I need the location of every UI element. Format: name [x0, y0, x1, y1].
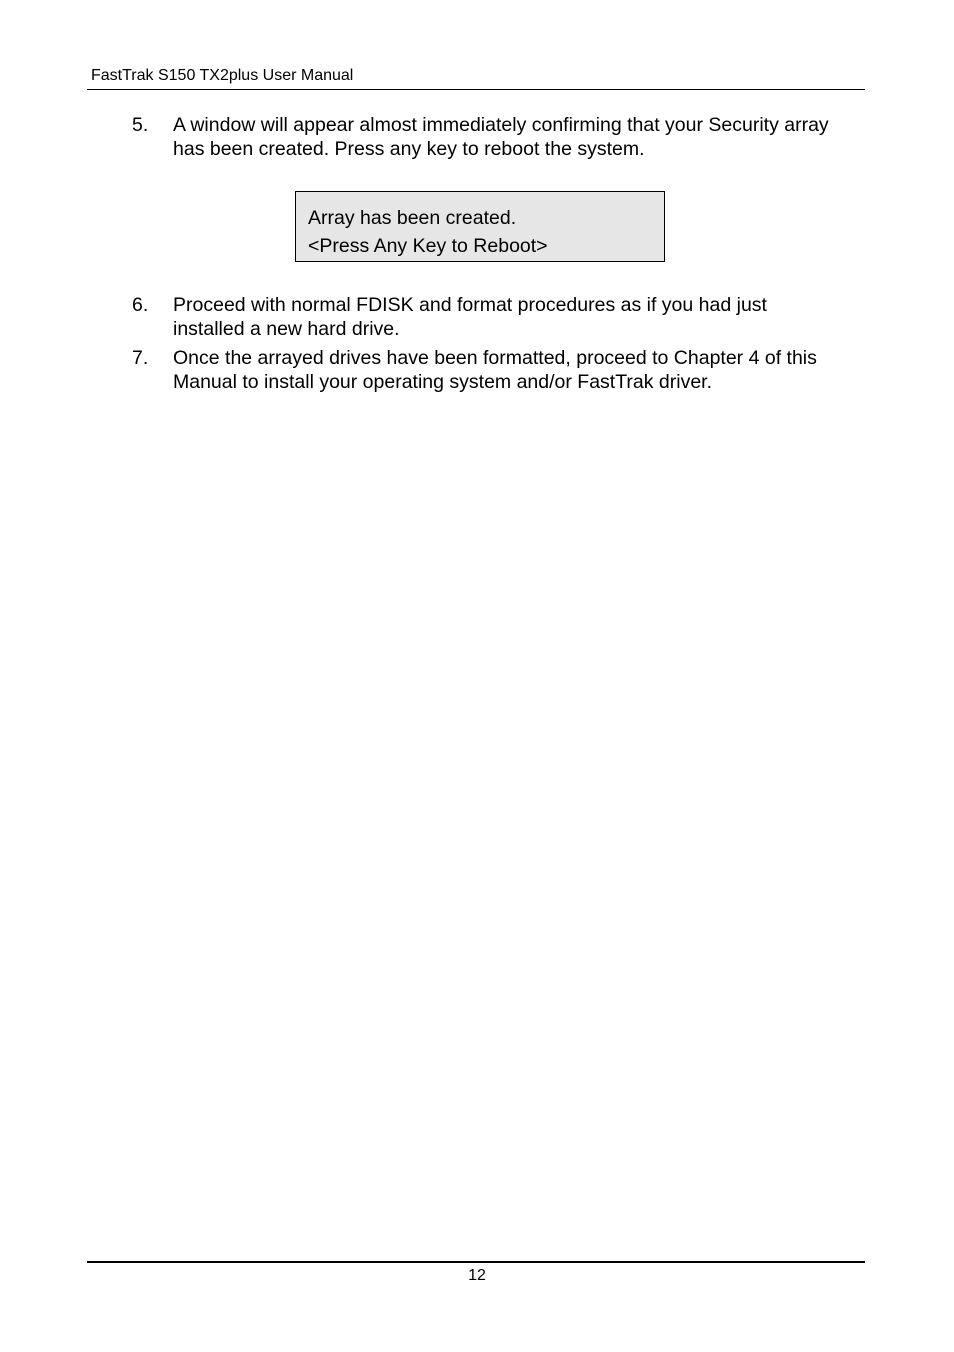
message-line-created: Array has been created. — [308, 207, 517, 229]
step-text — [173, 347, 868, 394]
step-text-line: has been created. Press any key to reboot the system. — [173, 137, 645, 160]
step-number: 7. — [132, 347, 149, 369]
bios-message-box — [295, 191, 665, 262]
manual-title: FastTrak S150 TX2plus User Manual — [91, 67, 354, 84]
step-number: 5. — [132, 114, 149, 136]
step-text-line: Proceed with normal FDISK and format procedures as if you had just — [173, 294, 767, 316]
page-number: 12 — [468, 1267, 486, 1284]
message-line-reboot: <Press Any Key to Reboot> — [308, 235, 548, 257]
header-divider — [87, 89, 865, 90]
step-text-line: Once the arrayed drives have been formatted, proceed to Chapter 4 of this — [173, 347, 817, 369]
step-text-line: A window will appear almost immediately confirming that your Security array — [173, 114, 829, 136]
step-number: 6. — [132, 294, 149, 316]
step-text — [173, 114, 868, 161]
footer-divider — [87, 1261, 865, 1263]
step-text-line: Manual to install your operating system and/or FastTrak driver. — [173, 370, 713, 393]
step-text — [173, 294, 868, 341]
step-text-line: installed a new hard drive. — [173, 317, 400, 340]
